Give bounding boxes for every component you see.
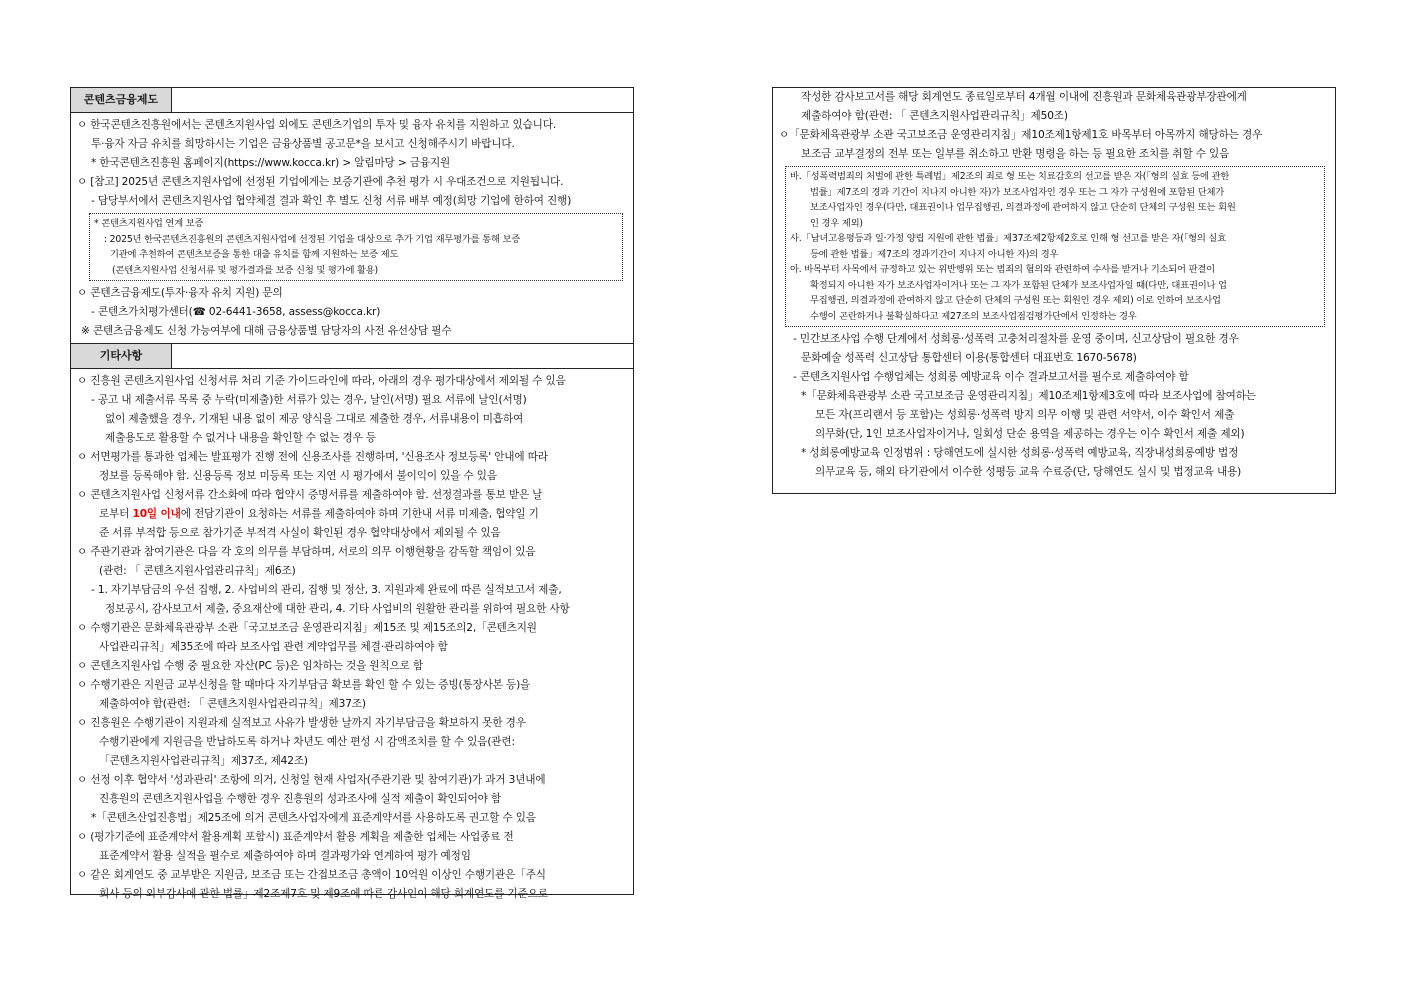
note-line: 무집행권, 의결과정에 관여하지 않고 단순히 단체의 구성원 또는 회원인 경우 제외) 이로 인하여 보조사업 — [810, 295, 1221, 306]
text-line: 준 서류 부적합 등으로 참가기준 부적격 사실이 확인된 경우 협약대상에서 제외될 수 있음 — [99, 527, 501, 539]
text-line: ㅇ 수행기관은 지원금 교부신청을 할 때마다 자기부담금 확보를 확인 할 수 있는 증빙(통장사본 등)을 — [77, 679, 531, 691]
note-line: 바.「성폭력범죄의 처벌에 관한 특례법」제2조의 죄로 형 또는 치료감호의 선고를 받은 자(「형의 실효 등에 관한 — [790, 171, 1230, 182]
text-line: ㅇ 서면평가를 통과한 업체는 발표평가 진행 전에 신용조사를 진행하며, '신용조사 정보등록' 안내에 따라 — [77, 451, 548, 463]
note-box-subsidy-cancel — [785, 166, 1325, 327]
section-title-misc: 기타사항 — [71, 344, 172, 368]
text-line: 정보를 등록해야 함. 신용등록 정보 미등록 또는 지연 시 평가에서 불이익이 있을 수 있음 — [99, 470, 497, 482]
section-title-finance: 콘텐츠금융제도 — [71, 88, 172, 112]
text-line: 표준계약서 활용 실적을 필수로 제출하여야 하며 결과평가와 연계하여 평가 예정임 — [99, 850, 471, 862]
text-line: ㅇ [참고] 2025년 콘텐츠지원사업에 선정된 기업에게는 보증기관에 추천 평가 시 우대조건으로 지원됩니다. — [77, 176, 564, 188]
text-line: ㅇ 수행기관은 문화체육관광부 소관「국고보조금 운영관리지침」제15조 및 제15조의2,「콘텐츠지원 — [77, 622, 537, 634]
note-line: 법률」제7조의 경과 기간이 지나지 아니한 자)가 보조사업자인 경우 또는 그 자가 구성원에 포함된 단체가 — [810, 186, 1225, 198]
finance-section-body — [71, 113, 633, 343]
note-line: 등에 관한 법률」제7조의 경과기간이 지나지 아니한 자)의 경우 — [810, 248, 1059, 260]
text-line: * 성희롱예방교육 인정범위 : 당해연도에 실시한 성희롱·성폭력 예방교육, 직장내성희롱예방 법정 — [801, 447, 1239, 459]
text-line: 문화예술 성폭력 신고상담 통합센터 이용(통합센터 대표번호 1670-5678) — [801, 352, 1137, 364]
misc-section-body — [71, 369, 633, 906]
text-line: ㅇ 콘텐츠금융제도(투자·융자 유치 지원) 문의 — [77, 287, 283, 299]
text-line: ㅇ 한국콘텐츠진흥원에서는 콘텐츠지원사업 외에도 콘텐츠기업의 투자 및 융자 유치를 지원하고 있습니다. — [77, 119, 557, 131]
text-line: 수행기관에게 지원금을 반납하도록 하거나 차년도 예산 편성 시 감액조치를 할 수 있음(관련: — [99, 736, 515, 748]
text-line: ㅇ「문화체육관광부 소관 국고보조금 운영관리지침」제10조제1항제1호 바목부터 아목까지 해당하는 경우 — [779, 129, 1263, 141]
text-line: *「콘텐츠산업진흥법」제25조에 의거 콘텐츠사업자에게 표준계약서를 사용하도록 권고할 수 있음 — [91, 812, 536, 824]
text-line: 제출용도로 활용할 수 없거나 내용을 확인할 수 없는 경우 등 — [105, 432, 376, 444]
text-line: ㅇ (평가기준에 표준계약서 활용계획 포함시) 표준계약서 활용 계획을 제출한 업체는 사업종료 전 — [77, 831, 514, 843]
text-line: 진흥원의 콘텐츠지원사업을 수행한 경우 진흥원의 성과조사에 실적 제출이 확인되어야 함 — [99, 793, 502, 805]
text-line: ㅇ 진흥원 콘텐츠지원사업 신청서류 처리 기준 가이드라인에 따라, 아래의 경우 평가대상에서 제외될 수 있음 — [77, 375, 566, 387]
text-line: 의무교육 등, 해외 타기관에서 이수한 성평등 교육 수료증(단, 당해연도 실시 및 법정교육 내용) — [815, 466, 1242, 478]
left-column — [70, 87, 634, 900]
text-line: 정보공시, 감사보고서 제출, 중요재산에 대한 관리, 4. 기타 사업비의 원활한 관리를 위하여 필요한 사항 — [105, 603, 570, 615]
text-line: - 민간보조사업 수행 단계에서 성희롱·성폭력 고충처리절차를 운영 중이며, 신고상담이 필요한 경우 — [793, 333, 1239, 345]
text-line: ㅇ 주관기관과 참여기관은 다음 각 호의 의무를 부담하며, 서로의 의무 이행현황을 감독할 책임이 있음 — [77, 546, 536, 558]
text-line: 모든 자(프리랜서 등 포함)는 성희롱·성폭력 방지 의무 이행 및 관련 서약서, 이수 확인서 제출 — [815, 409, 1235, 421]
note-line: 인 경우 제외) — [810, 217, 863, 229]
note-line: 확정되지 아니한 자가 보조사업자이거나 또는 그 자가 포함된 단체가 보조사업자일 때(다만, 대표권이나 업 — [810, 279, 1227, 291]
deadline-highlight: 10일 이내 — [132, 508, 181, 520]
text-line: ㅇ 콘텐츠지원사업 신청서류 간소화에 따라 협약시 증명서류를 제출하여야 함. 선정결과를 통보 받은 날 — [77, 489, 543, 501]
text-fragment: 로부터 — [99, 508, 133, 520]
note-line: 수행이 곤란하거나 불확실하다고 제27조의 보조사업점검평가단에서 인정하는 경우 — [810, 310, 1137, 322]
notice-line: ※ 콘텐츠금융제도 신청 가능여부에 대해 금융상품별 담당자의 사전 유선상담 필수 — [81, 325, 452, 337]
text-line-deadline — [77, 505, 627, 524]
text-line: * 한국콘텐츠진흥원 홈페이지(https://www.kocca.kr) > 알림마당 > 금융지원 — [91, 157, 451, 169]
text-line: - 공고 내 제출서류 목록 중 누락(미제출)한 서류가 있는 경우, 날인(서명) 필요 서류에 날인(서명) — [91, 394, 527, 406]
text-line: 회사 등의 외부감사에 관한 법률」제2조제7호 및 제9조에 따른 감사인이 해당 회계연도를 기준으로 — [99, 888, 548, 900]
text-line: 「콘텐츠지원사업관리규칙」제37조, 제42조) — [99, 755, 308, 767]
text-fragment: 에 전담기관이 요청하는 서류를 제출하여야 하며 기한내 서류 미제출, 협약일 기 — [180, 508, 539, 520]
text-line: - 콘텐츠지원사업 수행업체는 성희롱 예방교육 이수 결과보고서를 필수로 제출하여야 함 — [793, 371, 1189, 383]
text-line: 작성한 감사보고서를 해당 회계연도 종료일로부터 4개월 이내에 진흥원과 문화체육관광부장관에게 — [801, 91, 1247, 103]
right-column — [772, 87, 1336, 494]
text-line: *「문화체육관광부 소관 국고보조금 운영관리지침」제10조제1항제3호에 따라 보조사업에 참여하는 — [801, 390, 1256, 402]
text-line: 제출하여야 함(관련: 「 콘텐츠지원사업관리규칙」제50조) — [801, 110, 1068, 122]
note-line: 보조사업자인 경우(다만, 대표권이나 업무집행권, 의결과정에 관여하지 않고 단순히 단체의 구성원 또는 회원 — [810, 202, 1236, 213]
note-line: * 콘텐츠지원사업 연계 보증 — [94, 218, 204, 229]
text-line: 제출하여야 함(관련: 「 콘텐츠지원사업관리규칙」제37조) — [99, 698, 366, 710]
contact-line: - 콘텐츠가치평가센터(☎ 02-6441-3658, assess@kocca.kr) — [91, 306, 381, 318]
note-line: (콘텐츠지원사업 신청서류 및 평가결과를 보증 신청 및 평가에 활용) — [112, 264, 378, 276]
text-line: - 담당부서에서 콘텐츠지원사업 협약체결 결과 확인 후 별도 신청 서류 배부 예정(희망 기업에 한하여 진행) — [91, 195, 572, 207]
text-line: ㅇ 같은 회계연도 중 교부받은 지원금, 보조금 또는 간접보조금 총액이 10억원 이상인 수행기관은「주식 — [77, 869, 546, 881]
text-line: - 1. 자기부담금의 우선 집행, 2. 사업비의 관리, 집행 및 정산, 3. 지원과제 완료에 따른 실적보고서 제출, — [91, 584, 562, 596]
text-line: 의무화(단, 1인 보조사업자이거나, 일회성 단순 용역을 제공하는 경우는 이수 확인서 제출 제외) — [815, 428, 1245, 440]
right-body — [773, 88, 1335, 484]
text-line: 사업관리규칙」제35조에 따라 보조사업 관련 계약업무를 체결·관리하여야 함 — [99, 641, 448, 653]
text-line: 투·융자 자금 유치를 희망하시는 기업은 금융상품별 공고문*을 보시고 신청해주시기 바랍니다. — [91, 138, 515, 150]
note-line: : 2025년 한국콘텐츠진흥원의 콘텐츠지원사업에 선정된 기업을 대상으로 추가 기업 재무평가를 통해 보증 — [104, 233, 521, 245]
text-line: ㅇ 진흥원은 수행기관이 지원과제 실적보고 사유가 발생한 날까지 자기부담금을 확보하지 못한 경우 — [77, 717, 526, 729]
note-line: 아. 바목부터 사목에서 규정하고 있는 위반행위 또는 범죄의 혐의와 관련하여 수사를 받거나 기소되어 판결이 — [790, 264, 1215, 275]
text-line: ㅇ 선정 이후 협약서 '성과관리' 조항에 의거, 신청일 현재 사업자(주관기관 및 참여기관)가 과거 3년내에 — [77, 774, 546, 786]
note-line: 사.「남녀고용평등과 일·가정 양립 지원에 관한 법률」제37조제2항제2호로 인해 형 선고를 받은 자(「형의 실효 — [790, 233, 1226, 244]
text-line: 없이 제출했을 경우, 기재된 내용 없이 제공 양식을 그대로 제출한 경우, 서류내용이 미흡하여 — [105, 413, 524, 425]
text-line: 보조금 교부결정의 전부 또는 일부를 취소하고 반환 명령을 하는 등 필요한 조치를 취할 수 있음 — [801, 148, 1230, 160]
note-box-guarantee — [89, 213, 623, 281]
section-header-misc — [71, 343, 633, 369]
note-line: 기관에 추천하여 콘텐츠보증을 통한 대출 유치를 함께 지원하는 보증 제도 — [110, 249, 399, 260]
text-line: ㅇ 콘텐츠지원사업 수행 중 필요한 자산(PC 등)은 임차하는 것을 원칙으로 함 — [77, 660, 424, 672]
section-header-finance — [71, 88, 633, 113]
text-line: (관련: 「 콘텐츠지원사업관리규칙」제6조) — [99, 565, 296, 577]
